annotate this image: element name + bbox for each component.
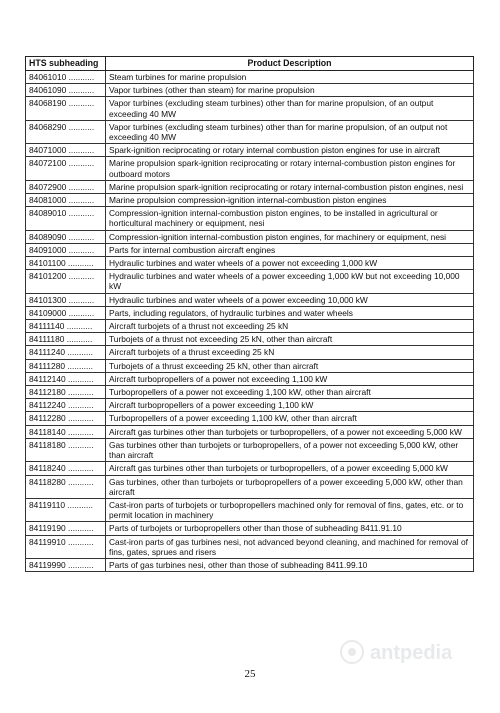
- hts-code-cell: 84101300 ...........: [26, 293, 106, 306]
- hts-code-cell: 84101200 ...........: [26, 270, 106, 293]
- table-row: [26, 438, 474, 461]
- hts-code-cell: 84111280 ...........: [26, 359, 106, 372]
- table-row: [26, 372, 474, 385]
- table-row: [26, 522, 474, 535]
- table-row: [26, 207, 474, 230]
- table-row: [26, 71, 474, 84]
- product-description-cell: Turbopropellers of a power exceeding 1,100 kW, other than aircraft: [106, 412, 474, 425]
- table-row: [26, 412, 474, 425]
- hts-code-cell: 84068190 ...........: [26, 97, 106, 120]
- hts-table: [25, 56, 474, 572]
- hts-code-cell: 84089010 ...........: [26, 207, 106, 230]
- hts-code-cell: 84119910 ...........: [26, 535, 106, 558]
- product-description-cell: Hydraulic turbines and water wheels of a power not exceeding 1,000 kW: [106, 257, 474, 270]
- table-row: [26, 498, 474, 521]
- table-row: [26, 333, 474, 346]
- product-description-cell: Gas turbines, other than turbojets or turbopropellers of a power exceeding 5,000 kW, other than aircraft: [106, 475, 474, 498]
- product-description-cell: Hydraulic turbines and water wheels of a power exceeding 10,000 kW: [106, 293, 474, 306]
- product-description-cell: Aircraft turbopropellers of a power not exceeding 1,100 kW: [106, 372, 474, 385]
- hts-code-cell: 84089090 ...........: [26, 230, 106, 243]
- table-row: [26, 558, 474, 571]
- table-row: [26, 359, 474, 372]
- hts-code-cell: 84112140 ...........: [26, 372, 106, 385]
- product-description-cell: Aircraft turbopropellers of a power exceeding 1,100 kW: [106, 399, 474, 412]
- product-description-cell: Vapor turbines (excluding steam turbines) other than for marine propulsion, of an output not exceeding 40 MW: [106, 120, 474, 143]
- hts-code-cell: 84091000 ...........: [26, 243, 106, 256]
- hts-code-cell: 84118140 ...........: [26, 425, 106, 438]
- table-row: [26, 144, 474, 157]
- product-description-cell: Cast-iron parts of gas turbines nesi, not advanced beyond cleaning, and machined for removal of fins, gates, sprues and risers: [106, 535, 474, 558]
- hts-code-cell: 84072900 ...........: [26, 180, 106, 193]
- table-row: [26, 425, 474, 438]
- product-description-cell: Compression-ignition internal-combustion piston engines, to be installed in agricultural or horticultural machinery or equipment, nesi: [106, 207, 474, 230]
- hts-code-cell: 84118180 ...........: [26, 438, 106, 461]
- table-row: [26, 320, 474, 333]
- product-description-cell: Spark-ignition reciprocating or rotary internal combustion piston engines for use in aircraft: [106, 144, 474, 157]
- product-description-cell: Aircraft gas turbines other than turbojets or turbopropellers, of a power not exceeding 5,000 kW: [106, 425, 474, 438]
- hts-code-cell: 84119990 ...........: [26, 558, 106, 571]
- product-description-cell: Parts of turbojets or turbopropellers other than those of subheading 8411.91.10: [106, 522, 474, 535]
- product-description-cell: Hydraulic turbines and water wheels of a power exceeding 1,000 kW but not exceeding 10,000 kW: [106, 270, 474, 293]
- svg-text:antpedia: antpedia: [370, 642, 453, 664]
- product-description-cell: Compression-ignition internal-combustion piston engines, for machinery or equipment, nesi: [106, 230, 474, 243]
- hts-code-cell: 84061010 ...........: [26, 71, 106, 84]
- hts-code-cell: 84119190 ...........: [26, 522, 106, 535]
- table-row: [26, 293, 474, 306]
- table-row: [26, 230, 474, 243]
- hts-code-cell: 84081000 ...........: [26, 194, 106, 207]
- table-row: [26, 180, 474, 193]
- product-description-cell: Aircraft turbojets of a thrust not exceeding 25 kN: [106, 320, 474, 333]
- hts-code-cell: 84061090 ...........: [26, 84, 106, 97]
- product-description-cell: Marine propulsion spark-ignition reciprocating or rotary internal-combustion piston engines for outboard motors: [106, 157, 474, 180]
- hts-code-cell: 84111140 ...........: [26, 320, 106, 333]
- product-description-cell: Vapor turbines (other than steam) for marine propulsion: [106, 84, 474, 97]
- hts-code-cell: 84101100 ...........: [26, 257, 106, 270]
- hts-code-cell: 84112180 ...........: [26, 386, 106, 399]
- product-description-cell: Turbopropellers of a power not exceeding 1,100 kW, other than aircraft: [106, 386, 474, 399]
- product-description-cell: Aircraft turbojets of a thrust exceeding 25 kN: [106, 346, 474, 359]
- product-description-cell: Steam turbines for marine propulsion: [106, 71, 474, 84]
- hts-code-cell: 84118280 ...........: [26, 475, 106, 498]
- table-row: [26, 97, 474, 120]
- table-row: [26, 306, 474, 319]
- hts-code-cell: 84112240 ...........: [26, 399, 106, 412]
- page-number: 25: [244, 668, 256, 680]
- table-row: [26, 475, 474, 498]
- table-row: [26, 346, 474, 359]
- hts-code-cell: 84109000 ...........: [26, 306, 106, 319]
- hts-code-cell: 84111240 ...........: [26, 346, 106, 359]
- product-description-cell: Parts for internal combustion aircraft engines: [106, 243, 474, 256]
- product-description-cell: Gas turbines other than turbojets or turbopropellers, of a power not exceeding 5,000 kW, other than aircraft: [106, 438, 474, 461]
- table-row: [26, 243, 474, 256]
- table-row: [26, 194, 474, 207]
- product-description-cell: Turbojets of a thrust exceeding 25 kN, other than aircraft: [106, 359, 474, 372]
- table-row: [26, 257, 474, 270]
- table-row: [26, 120, 474, 143]
- product-description-cell: Parts of gas turbines nesi, other than those of subheading 8411.99.10: [106, 558, 474, 571]
- table-row: [26, 84, 474, 97]
- product-description-cell: Turbojets of a thrust not exceeding 25 kN, other than aircraft: [106, 333, 474, 346]
- hts-code-cell: 84112280 ...........: [26, 412, 106, 425]
- hts-code-cell: 84118240 ...........: [26, 462, 106, 475]
- table-row: [26, 270, 474, 293]
- header-hts-subheading: HTS subheading: [26, 57, 106, 71]
- hts-code-cell: 84068290 ...........: [26, 120, 106, 143]
- table-row: [26, 157, 474, 180]
- product-description-cell: Marine propulsion spark-ignition reciprocating or rotary internal-combustion piston engines, nesi: [106, 180, 474, 193]
- product-description-cell: Vapor turbines (excluding steam turbines) other than for marine propulsion, of an output exceeding 40 MW: [106, 97, 474, 120]
- hts-code-cell: 84111180 ...........: [26, 333, 106, 346]
- product-description-cell: Cast-iron parts of turbojets or turbopropellers machined only for removal of fins, gates, etc. or to permit location in machinery: [106, 498, 474, 521]
- table-row: [26, 535, 474, 558]
- table-row: [26, 399, 474, 412]
- table-header-row: [26, 57, 474, 71]
- watermark-logo: [338, 632, 488, 672]
- hts-code-cell: 84119110 ...........: [26, 498, 106, 521]
- product-description-cell: Parts, including regulators, of hydraulic turbines and water wheels: [106, 306, 474, 319]
- table-body: [26, 71, 474, 572]
- header-product-description: Product Description: [106, 57, 474, 71]
- hts-code-cell: 84071000 ...........: [26, 144, 106, 157]
- product-description-cell: Aircraft gas turbines other than turbojets or turbopropellers, of a power exceeding 5,000 kW: [106, 462, 474, 475]
- table-row: [26, 386, 474, 399]
- product-description-cell: Marine propulsion compression-ignition internal-combustion piston engines: [106, 194, 474, 207]
- hts-code-cell: 84072100 ...........: [26, 157, 106, 180]
- table-row: [26, 462, 474, 475]
